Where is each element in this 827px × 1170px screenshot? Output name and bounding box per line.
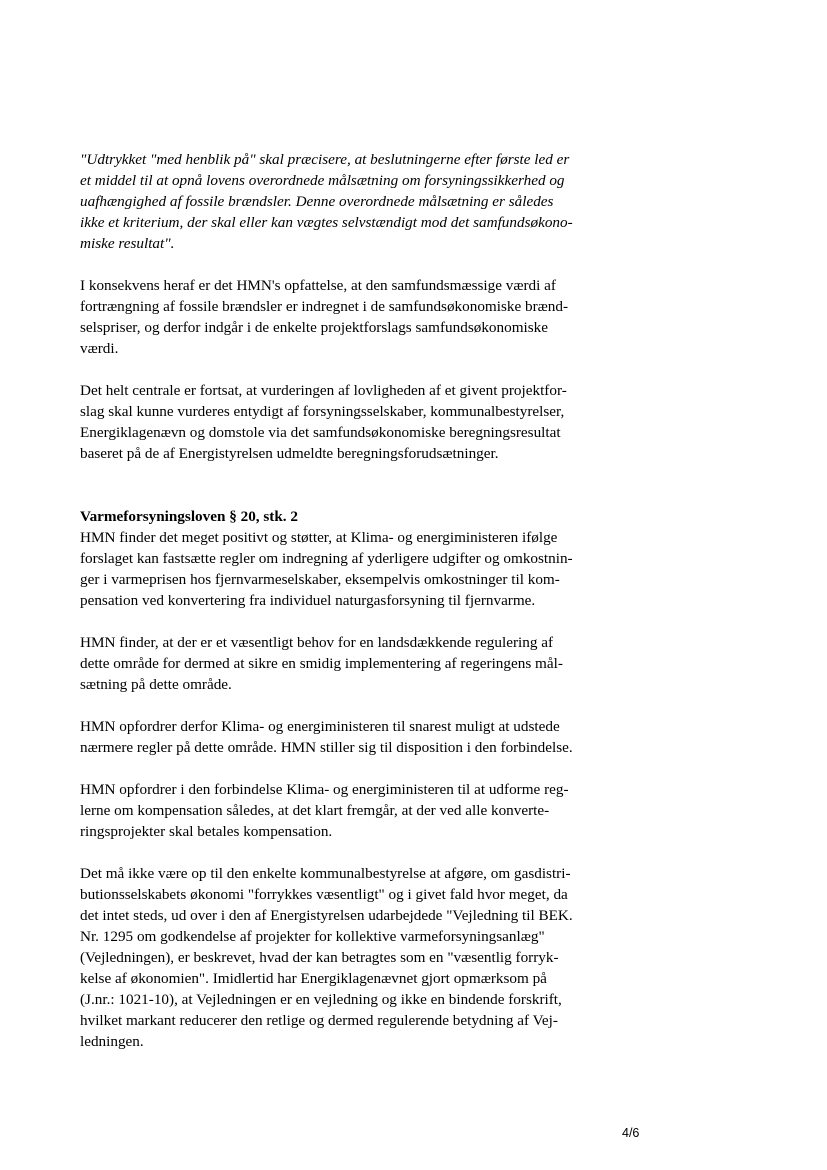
quote-line: uafhængighed af fossile brændsler. Denne overordnede målsætning er således <box>80 193 554 210</box>
page-number: 4/6 <box>622 1126 640 1140</box>
paragraph-compensation <box>80 779 600 842</box>
text-line: værdi. <box>80 340 119 357</box>
text-line: Det må ikke være op til den enkelte kommunalbestyrelse at afgøre, om gasdistri- <box>80 865 571 882</box>
quote-line: ikke et kriterium, der skal eller kan vægtes selvstændigt mod det samfundsøkono- <box>80 214 573 231</box>
text-line: (J.nr.: 1021-10), at Vejledningen er en vejledning og ikke en bindende forskrift, <box>80 991 562 1008</box>
text-line: det intet steds, ud over i den af Energistyrelsen udarbejdede "Vejledning til BEK. <box>80 907 573 924</box>
text-line: sætning på dette område. <box>80 676 232 693</box>
text-line: Nr. 1295 om godkendelse af projekter for kollektive varmeforsyningsanlæg" <box>80 928 545 945</box>
quote-line: "Udtrykket "med henblik på" skal præcisere, at beslutningerne efter første led er <box>80 151 570 168</box>
paragraph-municipal-decision <box>80 863 600 1052</box>
text-line: hvilket markant reducerer den retlige og dermed regulerende betydning af Vej- <box>80 1012 558 1029</box>
text-line: HMN opfordrer i den forbindelse Klima- og energiministeren til at udforme reg- <box>80 781 569 798</box>
text-line: slag skal kunne vurderes entydigt af forsyningsselskaber, kommunalbestyrelser, <box>80 403 565 420</box>
quote-paragraph <box>80 149 600 254</box>
text-line: butionsselskabets økonomi "forrykkes væsentligt" og i givet fald hvor meget, da <box>80 886 568 903</box>
text-line: HMN finder det meget positivt og støtter, at Klima- og energiministeren ifølge <box>80 529 558 546</box>
paragraph-national-regulation <box>80 632 600 695</box>
text-line: HMN finder, at der er et væsentligt behov for en landsdækkende regulering af <box>80 634 554 651</box>
text-line: Energiklagenævn og domstole via det samfundsøkonomiske beregningsresultat <box>80 424 561 441</box>
text-line: nærmere regler på dette område. HMN stiller sig til disposition i den forbindelse. <box>80 739 573 756</box>
text-line: lerne om kompensation således, at det klart fremgår, at der ved alle konverte- <box>80 802 550 819</box>
text-line: baseret på de af Energistyrelsen udmeldte beregningsforudsætninger. <box>80 445 499 462</box>
text-line: Det helt centrale er fortsat, at vurderingen af lovligheden af et givent projektfor- <box>80 382 567 399</box>
text-line: ger i varmeprisen hos fjernvarmeselskaber, eksempelvis omkostninger til kom- <box>80 571 560 588</box>
text-line: kelse af økonomien". Imidlertid har Energiklagenævnet gjort opmærksom på <box>80 970 547 987</box>
text-line: pensation ved konvertering fra individuel naturgasforsyning til fjernvarme. <box>80 592 536 609</box>
text-line: (Vejledningen), er beskrevet, hvad der kan betragtes som en "væsentlig forryk- <box>80 949 559 966</box>
text-line: forslaget kan fastsætte regler om indregning af yderligere udgifter og omkostnin- <box>80 550 573 567</box>
document-body <box>80 149 600 1073</box>
section-varmeforsyningsloven <box>80 506 600 611</box>
section-spacer <box>80 485 600 506</box>
text-line: HMN opfordrer derfor Klima- og energiministeren til snarest muligt at udstede <box>80 718 560 735</box>
section-heading: Varmeforsyningsloven § 20, stk. 2 <box>80 508 298 525</box>
text-line: ringsprojekter skal betales kompensation. <box>80 823 333 840</box>
text-line: fortrængning af fossile brændsler er indregnet i de samfundsøkonomiske brænd- <box>80 298 569 315</box>
text-line: selspriser, og derfor indgår i de enkelte projektforslags samfundsøkonomiske <box>80 319 548 336</box>
text-line: ledningen. <box>80 1033 144 1050</box>
text-line: I konsekvens heraf er det HMN's opfattelse, at den samfundsmæssige værdi af <box>80 277 556 294</box>
paragraph-consequence <box>80 275 600 359</box>
paragraph-central-point <box>80 380 600 464</box>
paragraph-request-rules <box>80 716 600 758</box>
text-line: dette område for dermed at sikre en smidig implementering af regeringens mål- <box>80 655 563 672</box>
quote-line: miske resultat". <box>80 235 175 252</box>
quote-line: et middel til at opnå lovens overordnede målsætning om forsyningssikkerhed og <box>80 172 565 189</box>
